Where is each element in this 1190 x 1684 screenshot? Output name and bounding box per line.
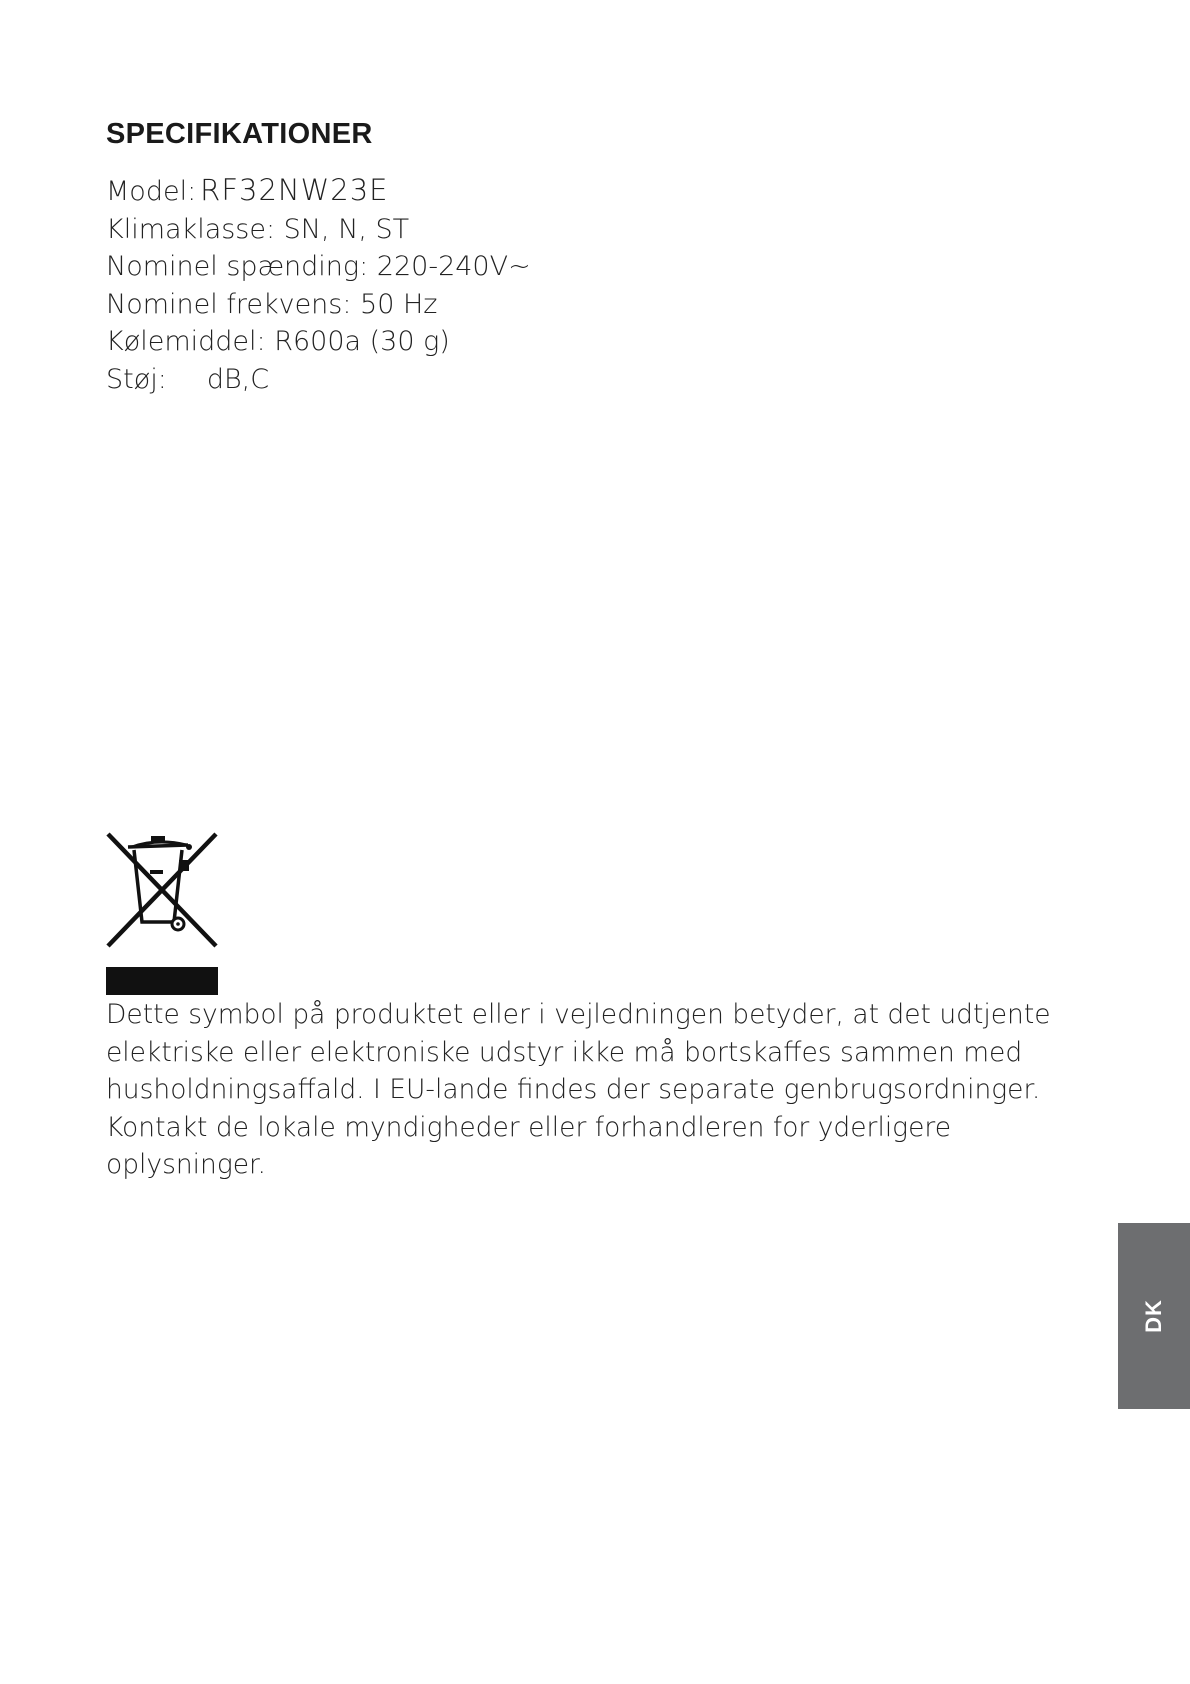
crossed-out-wheelie-bin-icon (104, 830, 220, 952)
spec-frequency: Nominel frekvens: 50 Hz (106, 288, 438, 320)
language-tab-label: DK (1141, 1299, 1166, 1333)
spec-noise-value: dB,C (206, 363, 270, 395)
disposal-line-4: Kontakt de lokale myndigheder eller forhandleren for yderligere oplysninger. (106, 1111, 951, 1180)
spec-model-value: RF32NW23E (200, 173, 389, 207)
disposal-paragraph (106, 996, 1106, 1184)
specifications-list (106, 172, 531, 398)
spec-model (106, 172, 531, 211)
disposal-line-2: elektriske eller elektroniske udstyr ikke må bortskaffes sammen med (106, 1036, 1023, 1068)
spec-noise-label: Støj: (106, 363, 167, 395)
weee-underline-bar (106, 967, 218, 995)
spec-voltage: Nominel spænding: 220-240V~ (106, 251, 531, 282)
spec-model-label: Model: (106, 176, 197, 207)
spec-climate-class: Klimaklasse: SN, N, ST (106, 213, 410, 245)
disposal-line-1: Dette symbol på produktet eller i vejledningen betyder, at det udtjente (106, 999, 1051, 1030)
page-title: SPECIFIKATIONER (106, 118, 373, 150)
spec-noise (106, 361, 531, 399)
spec-refrigerant: Kølemiddel: R600a (30 g) (106, 326, 450, 357)
disposal-line-3: husholdningsaffald. I EU-lande findes der separate genbrugsordninger. (106, 1074, 1041, 1105)
language-tab (1118, 1223, 1190, 1409)
